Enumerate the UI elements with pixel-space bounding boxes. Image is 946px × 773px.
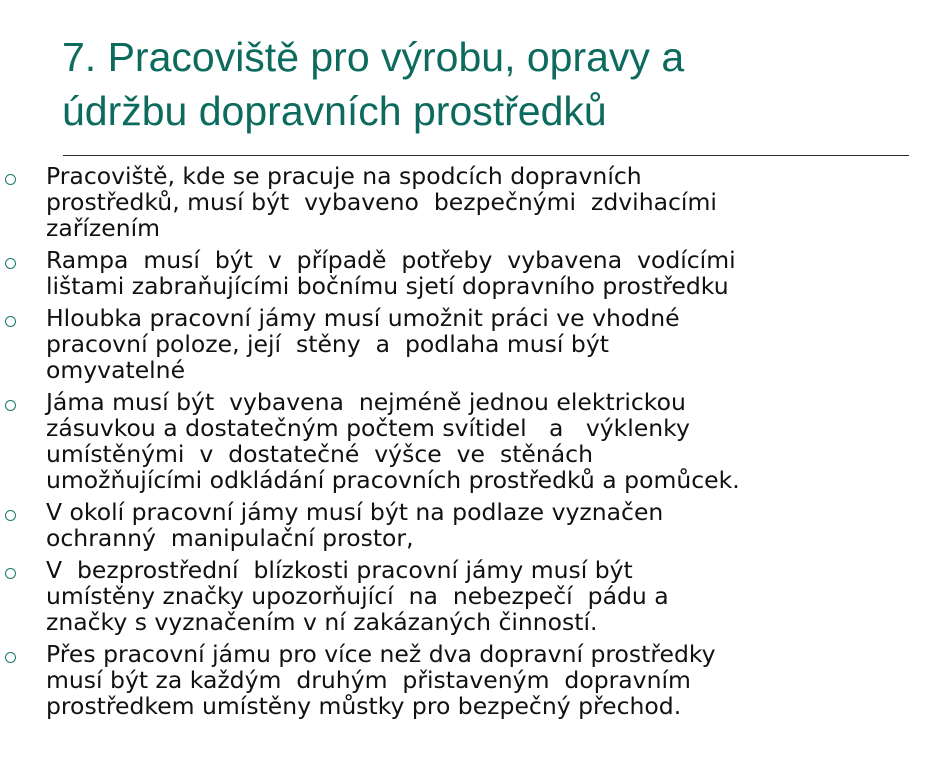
circle-bullet-icon [5,316,16,327]
bullet-line: Přes pracovní jámu pro více než dva dopravní prostředky [46,640,716,668]
bullet-line: V bezprostřední blízkosti pracovní jámy musí být [46,556,633,584]
circle-bullet-icon [5,258,16,269]
slide-title-line: údržbu dopravních prostředků [62,88,607,134]
circle-bullet-icon [5,652,16,663]
bullet-line: zásuvkou a dostatečným počtem svítidel a výklenky [46,414,690,442]
bullet-line: Jáma musí být vybavena nejméně jednou elektrickou [46,388,686,416]
bullet-item [0,557,916,635]
bullet-line: umístěny značky upozorňující na nebezpečí pádu a [46,582,669,610]
circle-bullet-icon [5,174,16,185]
bullet-line: umožňujícími odkládání pracovních prostředků a pomůcek. [46,466,740,494]
bullet-line: Rampa musí být v případě potřeby vybavena vodícími [46,246,736,274]
title-divider [63,155,909,156]
bullet-item [0,389,916,493]
bullet-line: Hloubka pracovní jámy musí umožnit práci ve vhodné [46,304,680,332]
bullet-line: prostředkem umístěny můstky pro bezpečný přechod. [46,692,682,720]
bullet-line: omyvatelné [46,356,186,384]
bullet-line: lištami zabraňujícími bočnímu sjetí dopravního prostředku [46,272,729,300]
slide-title [62,30,922,138]
bullet-item [0,305,916,383]
bullet-item [0,163,916,241]
circle-bullet-icon [5,510,16,521]
bullet-line: prostředků, musí být vybaveno bezpečnými zdvihacími [46,188,717,216]
bullet-line: musí být za každým druhým přistaveným dopravním [46,666,691,694]
bullet-item [0,499,916,551]
circle-bullet-icon [5,568,16,579]
bullet-list [0,163,946,725]
bullet-line: pracovní poloze, její stěny a podlaha musí být [46,330,609,358]
bullet-item [0,641,916,719]
bullet-line: značky s vyznačením v ní zakázaných činností. [46,608,598,636]
circle-bullet-icon [5,400,16,411]
bullet-line: ochranný manipulační prostor, [46,524,414,552]
bullet-line: V okolí pracovní jámy musí být na podlaze vyznačen [46,498,664,526]
bullet-item [0,247,916,299]
bullet-line: Pracoviště, kde se pracuje na spodcích dopravních [46,162,642,190]
slide-title-line: 7. Pracoviště pro výrobu, opravy a [62,34,685,80]
bullet-line: umístěnými v dostatečné výšce ve stěnách [46,440,593,468]
bullet-line: zařízením [46,214,161,242]
